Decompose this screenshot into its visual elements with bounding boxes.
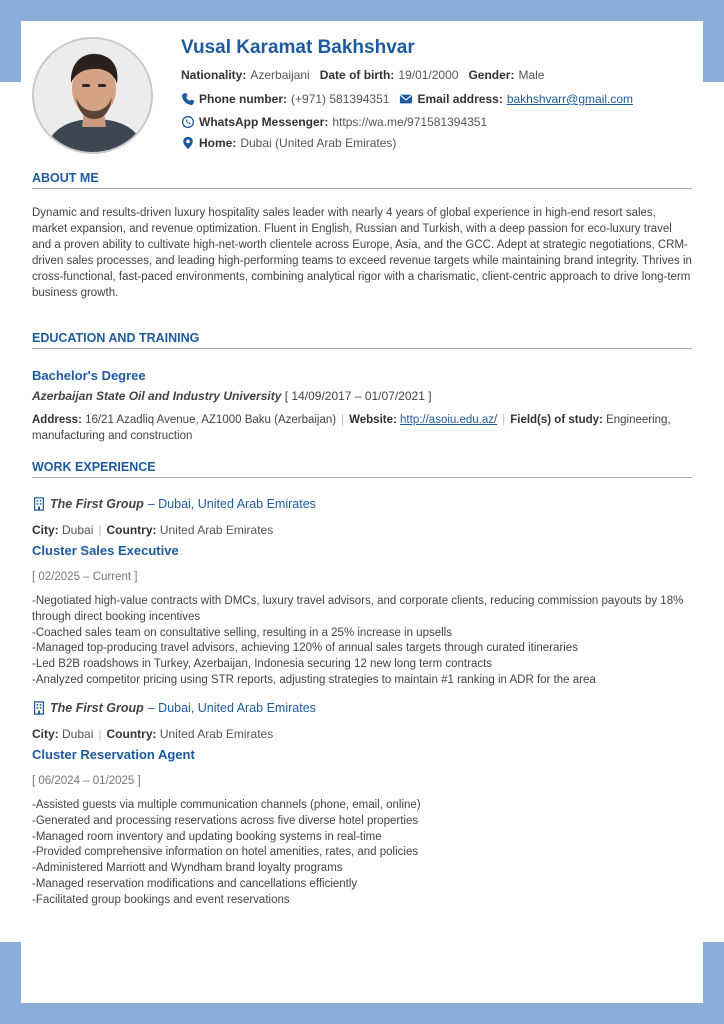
employer-name: The First Group — [50, 701, 144, 715]
address-label: Address: — [32, 414, 82, 426]
phone-value: (+971) 581394351 — [291, 92, 390, 106]
duty-item: -Generated and processing reservations across five diverse hotel properties — [32, 814, 419, 827]
institution-row — [32, 389, 432, 403]
job-duties — [32, 594, 692, 689]
duty-item: -Coached sales team on consultative selling, resulting in a 25% increase in upsells — [32, 626, 452, 639]
address-value: 16/21 Azadliq Avenue, AZ1000 Baku (Azerbaijan) — [85, 414, 337, 426]
personal-info-row — [181, 68, 544, 82]
duty-item: -Provided comprehensive information on hotel amenities, rates, and policies — [32, 846, 419, 859]
education-section-title: EDUCATION AND TRAINING — [32, 331, 692, 349]
whatsapp-icon — [181, 115, 195, 129]
city-label: City: — [32, 727, 59, 741]
about-section-title: ABOUT ME — [32, 171, 692, 189]
job-duties — [32, 798, 692, 909]
contact-row — [181, 92, 633, 106]
job-dates: [ 02/2025 – Current ] — [32, 571, 138, 583]
candidate-name: Vusal Karamat Bakhshvar — [181, 37, 415, 58]
profile-photo — [32, 37, 153, 154]
website-label: Website: — [349, 414, 397, 426]
dob-label: Date of birth: — [319, 68, 395, 82]
city-label: City: — [32, 523, 59, 537]
about-text: Dynamic and results-driven luxury hospitality sales leader with nearly 4 years of global experience in high-end resort sales, market expansion, and revenue optimization. Fluent in English, Russian and Turkish, with a deep passion for eco-luxury travel and a proven ability to cultivate high-net-worth clientele across Europe, Asia, and the GCC. Adept at strategic negotiations, CRM-driven sales processes, and leading high-performing teams to exceed revenue targets while maintaining brand integrity. Thrives in cross-functional, fast-paced environments, combining analytical rigor with a charismatic, client-centric approach to drive long-term business growth. — [32, 207, 692, 299]
country-label: Country: — [106, 523, 157, 537]
country-value: United Arab Emirates — [159, 523, 274, 537]
gender-label: Gender: — [468, 68, 515, 82]
employer-name: The First Group — [50, 497, 144, 511]
phone-icon — [181, 92, 195, 106]
whatsapp-label: WhatsApp Messenger: — [199, 115, 329, 129]
job-location-row: City: Dubai | Country: United Arab Emirates — [32, 523, 274, 537]
duty-item: -Managed room inventory and updating booking systems in real-time — [32, 830, 382, 843]
home-value: Dubai (United Arab Emirates) — [240, 136, 397, 150]
employer-row — [32, 497, 316, 511]
nationality-label: Nationality: — [181, 68, 247, 82]
duty-item: -Assisted guests via multiple communication channels (phone, email, online) — [32, 799, 421, 811]
duty-item: -Negotiated high-value contracts with DMCs, luxury travel advisors, and corporate clients, reducing commission payouts by 18% through direct booking incentives — [32, 595, 684, 623]
email-link[interactable]: bakhshvarr@gmail.com — [506, 92, 634, 106]
job-location-row: City: Dubai | Country: United Arab Emirates — [32, 727, 274, 741]
job-position: Cluster Reservation Agent — [32, 747, 195, 762]
cv-page — [21, 21, 703, 1003]
duty-item: -Led B2B roadshows in Turkey, Azerbaijan, Indonesia securing 12 new long term contracts — [32, 658, 493, 671]
building-icon — [32, 701, 46, 715]
work-section-title: WORK EXPERIENCE — [32, 460, 692, 478]
education-details: Address: 16/21 Azadliq Avenue, AZ1000 Baku (Azerbaijan) | Website: http://asoiu.edu.az/ | Field(s) of study: Engineering, manufacturing and construction — [32, 414, 671, 442]
duty-item: -Administered Marriott and Wyndham brand loyalty programs — [32, 862, 343, 875]
city-value: Dubai — [62, 523, 94, 537]
nationality-value: Azerbaijani — [250, 68, 310, 82]
whatsapp-row — [181, 115, 487, 129]
whatsapp-value: https://wa.me/971581394351 — [332, 115, 488, 129]
building-icon — [32, 497, 46, 511]
home-label: Home: — [199, 136, 237, 150]
phone-label: Phone number: — [199, 92, 288, 106]
map-pin-icon — [181, 136, 195, 150]
employer-row — [32, 701, 316, 715]
website-link[interactable]: http://asoiu.edu.az/ — [400, 414, 498, 426]
duty-item: -Managed reservation modifications and cancellations efficiently — [32, 877, 358, 890]
email-label: Email address: — [417, 92, 503, 106]
envelope-icon — [399, 92, 413, 106]
field-value: Engineering, manufacturing and construction — [32, 414, 671, 442]
field-label: Field(s) of study: — [510, 414, 603, 426]
employer-location: – Dubai, United Arab Emirates — [147, 701, 316, 715]
employer-location: – Dubai, United Arab Emirates — [147, 497, 316, 511]
dob-value: 19/01/2000 — [398, 68, 459, 82]
job-position: Cluster Sales Executive — [32, 543, 179, 558]
duty-item: -Facilitated group bookings and event reservations — [32, 893, 290, 906]
duty-item: -Managed top-producing travel advisors, achieving 120% of annual sales targets through curated itineraries — [32, 642, 578, 655]
city-value: Dubai — [62, 727, 94, 741]
job-dates: [ 06/2024 – 01/2025 ] — [32, 775, 141, 787]
education-dates: [ 14/09/2017 – 01/07/2021 ] — [284, 389, 432, 403]
home-row — [181, 136, 396, 150]
institution-name: Azerbaijan State Oil and Industry University — [32, 389, 282, 403]
gender-value: Male — [518, 68, 545, 82]
country-value: United Arab Emirates — [159, 727, 274, 741]
country-label: Country: — [106, 727, 157, 741]
duty-item: -Analyzed competitor pricing using STR reports, adjusting strategies to maintain #1 ranking in ADR for the area — [32, 673, 596, 686]
degree-title: Bachelor's Degree — [32, 368, 146, 383]
